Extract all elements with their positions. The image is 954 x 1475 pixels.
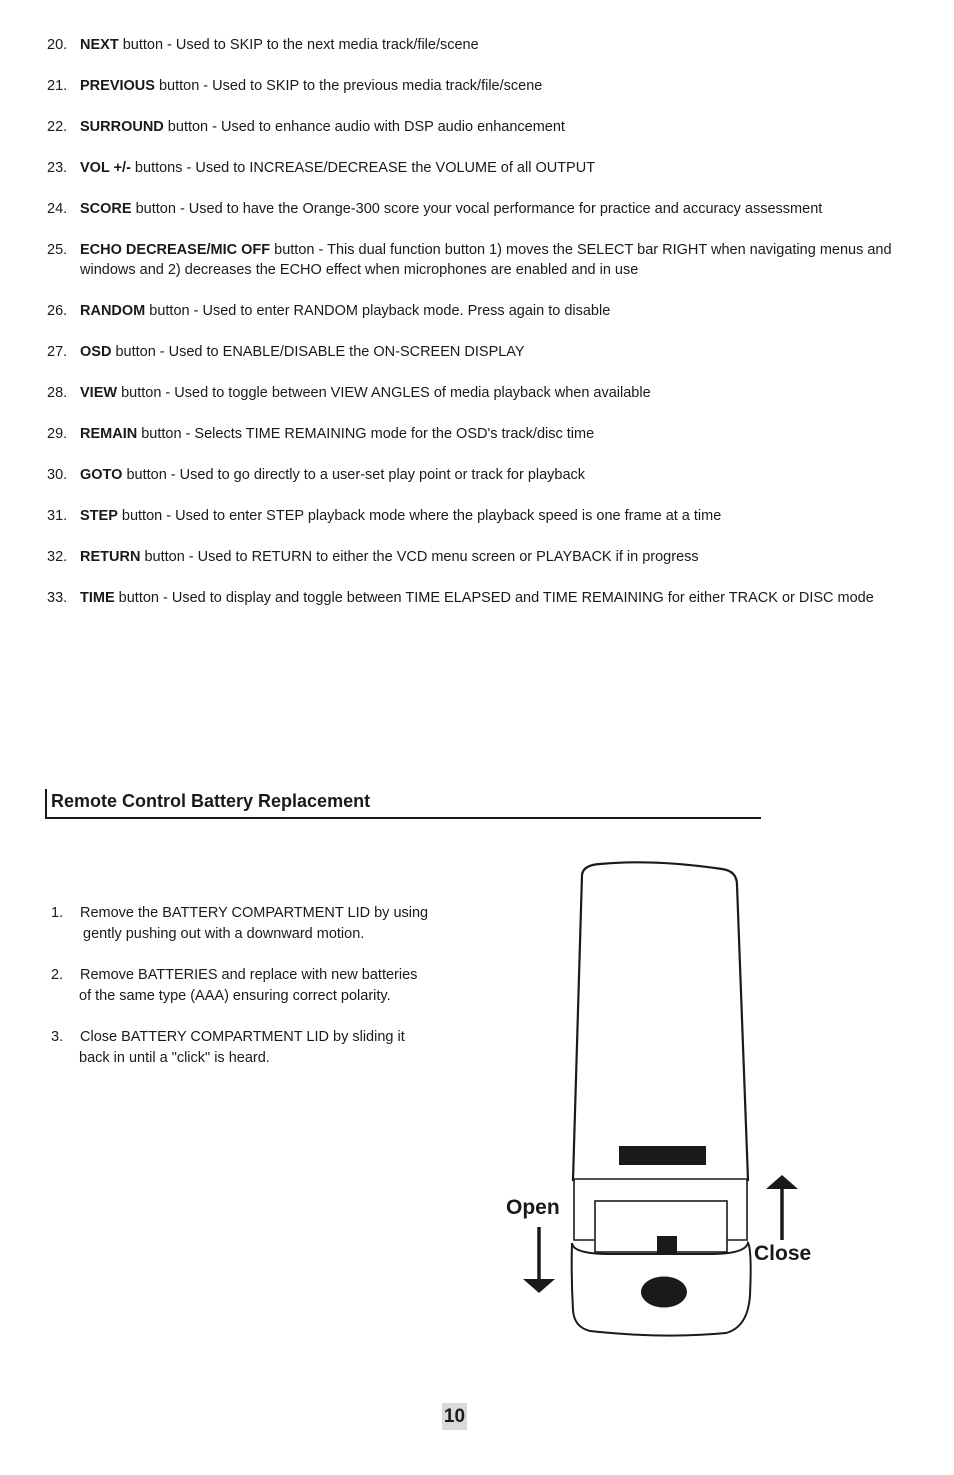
item-number: 21. [47, 78, 68, 94]
item-description: button - Used to RETURN to either the VCD menu screen or PLAYBACK if in progress [140, 549, 699, 565]
item-text [80, 240, 925, 280]
item-button-name: RETURN [80, 549, 141, 565]
list-item [0, 1027, 470, 1069]
item-text [80, 76, 925, 96]
item-text [80, 547, 925, 567]
item-text [80, 301, 925, 321]
list-item [0, 342, 954, 362]
item-button-name: TIME [80, 590, 115, 606]
step-text-line: Close BATTERY COMPARTMENT LID by sliding it [80, 1029, 405, 1045]
item-text [80, 588, 925, 608]
list-item [0, 424, 954, 444]
item-number: 20. [47, 37, 68, 53]
step-text-line: back in until a "click" is heard. [79, 1050, 270, 1066]
item-description: button - Used to enhance audio with DSP audio enhancement [163, 119, 565, 135]
item-text [80, 158, 925, 178]
open-arrow-down-icon [523, 1227, 555, 1293]
page-number: 10 [442, 1403, 467, 1430]
section-heading [45, 789, 761, 819]
item-number: 28. [47, 385, 68, 401]
list-item [0, 903, 470, 945]
item-number: 33. [47, 590, 68, 606]
item-button-name: GOTO [80, 467, 123, 483]
list-item [0, 76, 954, 96]
item-button-name: PREVIOUS [80, 78, 155, 94]
item-text [80, 199, 925, 219]
list-item [0, 35, 954, 55]
item-text [80, 465, 925, 485]
step-number: 1. [51, 905, 64, 921]
item-button-name: RANDOM [80, 303, 146, 319]
item-text [80, 383, 925, 403]
item-description: button - Used to SKIP to the previous media track/file/scene [154, 78, 543, 94]
remote-lid-button [641, 1277, 687, 1308]
item-description: button - This dual function button 1) moves the SELECT bar RIGHT when navigating menus and windows and 2) decreases the ECHO effect when microphones are enabled and in use [80, 242, 892, 278]
list-item [0, 301, 954, 321]
item-number: 32. [47, 549, 68, 565]
battery-compartment [574, 1179, 747, 1253]
item-text [80, 424, 925, 444]
item-description: button - Used to toggle between VIEW ANGLES of media playback when available [117, 385, 651, 401]
item-button-name: REMAIN [80, 426, 138, 442]
item-description: button - Used to go directly to a user-set play point or track for playback [122, 467, 586, 483]
item-description: button - Used to enter RANDOM playback mode. Press again to disable [145, 303, 611, 319]
item-description: button - Used to have the Orange-300 score your vocal performance for practice and accuracy assessment [131, 201, 823, 217]
remote-illustration-svg [490, 855, 830, 1355]
item-description: button - Used to SKIP to the next media track/file/scene [118, 37, 479, 53]
list-item [0, 465, 954, 485]
list-item [0, 117, 954, 137]
item-description: button - Used to display and toggle between TIME ELAPSED and TIME REMAINING for either TRACK or DISC mode [114, 590, 874, 606]
step-number: 3. [51, 1029, 64, 1045]
list-item [0, 240, 954, 280]
item-number: 31. [47, 508, 68, 524]
item-text [80, 35, 925, 55]
item-button-name: NEXT [80, 37, 119, 53]
section-title: Remote Control Battery Replacement [51, 791, 371, 811]
item-number: 26. [47, 303, 68, 319]
list-item [0, 506, 954, 526]
remote-battery-illustration [490, 855, 830, 1355]
item-button-name: STEP [80, 508, 118, 524]
close-label: Close [754, 1242, 812, 1265]
item-text [80, 506, 925, 526]
list-item [0, 158, 954, 178]
item-number: 24. [47, 201, 68, 217]
item-description: button - Used to ENABLE/DISABLE the ON-SCREEN DISPLAY [111, 344, 525, 360]
item-number: 29. [47, 426, 68, 442]
item-number: 30. [47, 467, 68, 483]
step-text-line: of the same type (AAA) ensuring correct polarity. [79, 988, 391, 1004]
open-label: Open [506, 1196, 560, 1219]
item-number: 23. [47, 160, 68, 176]
step-text-line: Remove the BATTERY COMPARTMENT LID by using [80, 905, 429, 921]
item-button-name: VOL +/- [80, 160, 131, 176]
list-item [0, 199, 954, 219]
list-item [0, 588, 954, 608]
remote-body [573, 862, 748, 1180]
battery-steps-list [0, 903, 470, 1089]
item-description: buttons - Used to INCREASE/DECREASE the VOLUME of all OUTPUT [130, 160, 596, 176]
item-button-name: SURROUND [80, 119, 164, 135]
item-number: 22. [47, 119, 68, 135]
item-button-name: VIEW [80, 385, 118, 401]
remote-slot [619, 1146, 706, 1165]
list-item [0, 547, 954, 567]
battery-lid [572, 1243, 751, 1336]
list-item [0, 383, 954, 403]
item-button-name: SCORE [80, 201, 132, 217]
close-arrow-up-icon [766, 1175, 798, 1240]
list-item [0, 965, 470, 1007]
item-number: 27. [47, 344, 68, 360]
button-function-list [0, 35, 954, 629]
item-description: button - Used to enter STEP playback mode where the playback speed is one frame at a time [117, 508, 722, 524]
step-number: 2. [51, 967, 64, 983]
step-text-line: Remove BATTERIES and replace with new batteries [80, 967, 418, 983]
item-text [80, 117, 925, 137]
item-button-name: ECHO DECREASE/MIC OFF [80, 242, 271, 258]
step-text-line: gently pushing out with a downward motion. [83, 926, 365, 942]
item-button-name: OSD [80, 344, 112, 360]
item-description: button - Selects TIME REMAINING mode for the OSD's track/disc time [137, 426, 595, 442]
item-number: 25. [47, 242, 68, 258]
item-text [80, 342, 925, 362]
